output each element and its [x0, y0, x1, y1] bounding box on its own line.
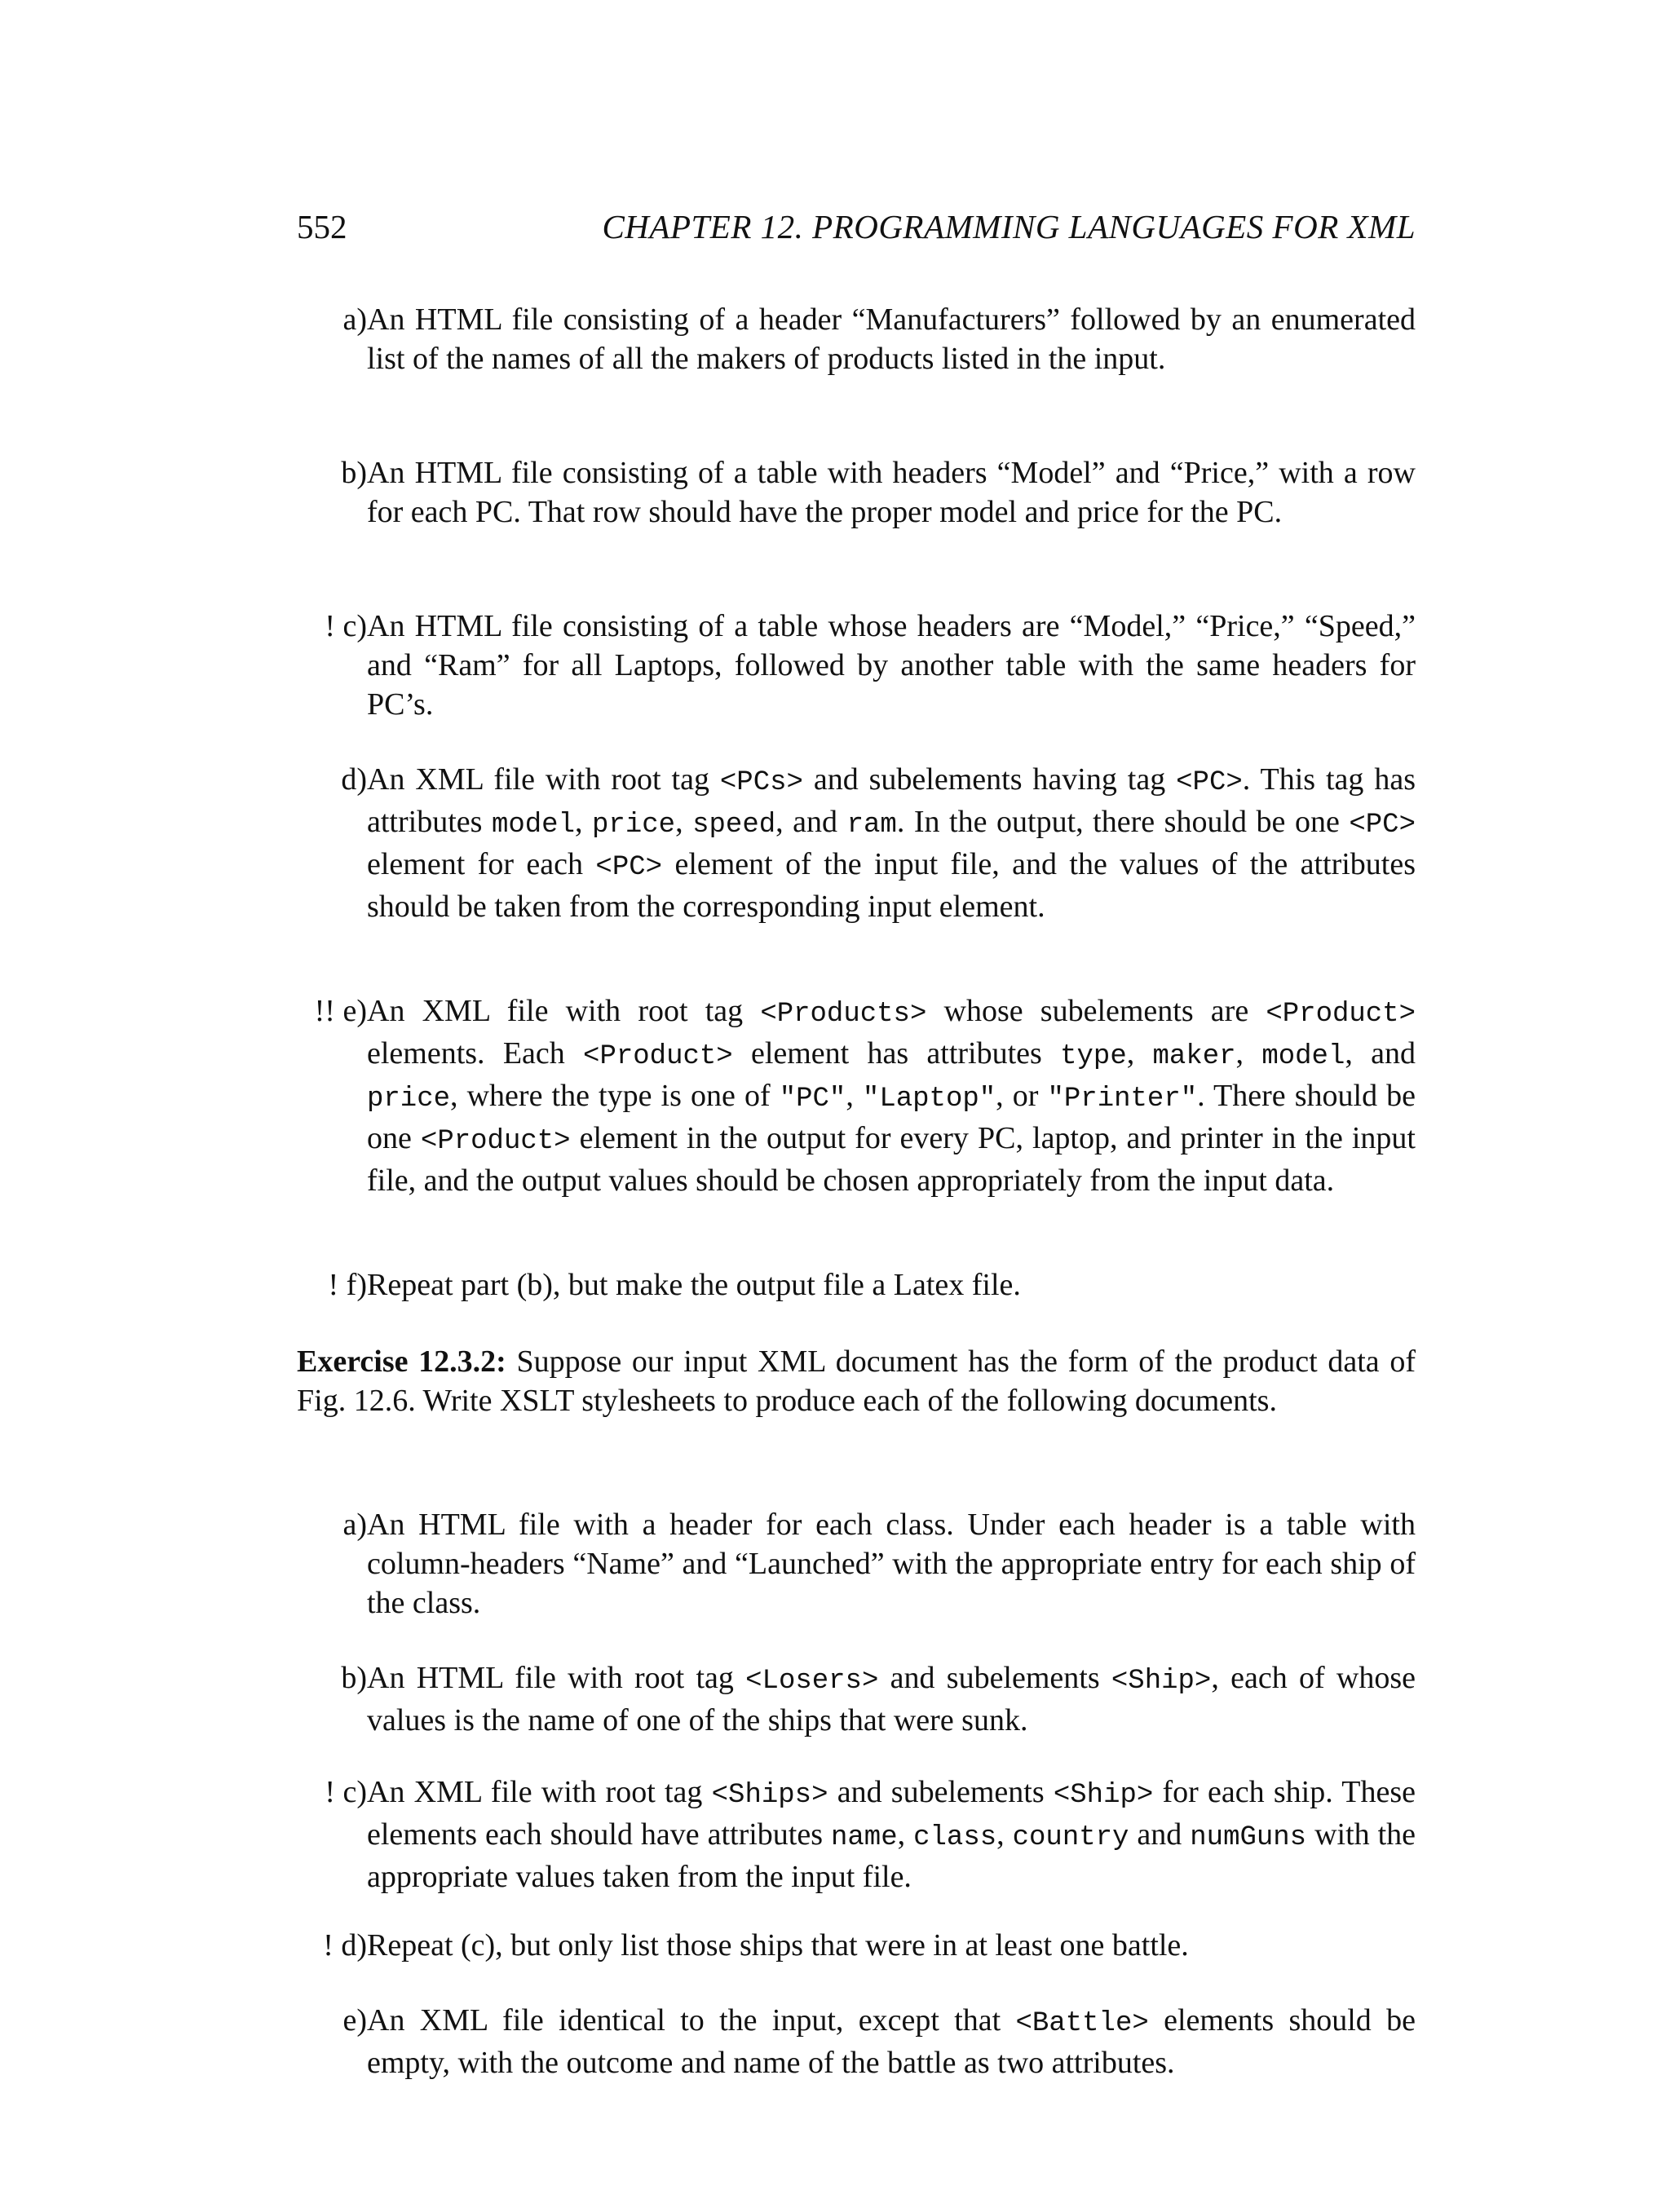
item-marker: ! d)	[323, 1928, 367, 1963]
item-text: An HTML file with a header for each class. Under each header is a table with column-headers “Name” and “Launched” with the appropriate entry for each ship of the class.	[367, 1508, 1416, 1620]
item-marker: a)	[342, 302, 367, 337]
item-marker: ! c)	[325, 609, 367, 643]
item-marker: ! c)	[325, 1775, 367, 1809]
list-item	[297, 300, 1416, 378]
item-text: An HTML file consisting of a header “Manufacturers” followed by an enumerated list of the names of all the makers of products listed in the input.	[367, 302, 1416, 376]
item-text: An HTML file consisting of a table with headers “Model” and “Price,” with a row for each PC. That row should have the proper model and price for the PC.	[367, 456, 1416, 529]
item-text: An HTML file consisting of a table whose headers are “Model,” “Price,” “Speed,” and “Ram” for all Laptops, followed by another table with the same headers for PC’s.	[367, 609, 1416, 722]
exercise-label: Exercise 12.3.2:	[297, 1344, 506, 1379]
item-text: An XML file with root tag <Ships> and subelements <Ship> for each ship. These elements each should have attributes name, class, country and numGuns with the appropriate values taken from the input file.	[367, 1775, 1416, 1894]
item-text: An XML file with root tag <Products> whose subelements are <Product> elements. Each <Product> element has attributes type, maker, model, and price, where the type is one of "PC", "Laptop", or "Printer". There should be one <Product> element in the output for every PC, laptop, and printer in the input file, and the output values should be chosen appropriately from the input data.	[367, 994, 1416, 1198]
item-marker: !! e)	[314, 994, 367, 1028]
list-item	[297, 1505, 1416, 1623]
page-number: 552	[297, 208, 347, 245]
item-marker: b)	[341, 456, 367, 490]
item-text: An HTML file with root tag <Losers> and subelements <Ship>, each of whose values is the name of one of the ships that were sunk.	[367, 1661, 1416, 1737]
item-text: An XML file identical to the input, except that <Battle> elements should be empty, with the outcome and name of the battle as two attributes.	[367, 2003, 1416, 2080]
list-item	[297, 760, 1416, 926]
list-item	[297, 1265, 1416, 1305]
running-title: CHAPTER 12. PROGRAMMING LANGUAGES FOR XML	[602, 208, 1416, 245]
item-marker: b)	[341, 1661, 367, 1695]
list-item	[297, 1658, 1416, 1740]
list-item	[297, 2001, 1416, 2082]
item-marker: e)	[342, 2003, 367, 2038]
list-item	[297, 991, 1416, 1200]
item-text: An XML file with root tag <PCs> and subelements having tag <PC>. This tag has attributes model, price, speed, and ram. In the output, there should be one <PC> element for each <PC> element of the input file, and the values of the attributes should be taken from the corresponding input element.	[367, 762, 1416, 924]
list-item	[297, 1773, 1416, 1896]
list-item	[297, 1926, 1416, 1965]
item-text: Repeat (c), but only list those ships that were in at least one battle.	[367, 1928, 1189, 1963]
item-marker: d)	[341, 762, 367, 797]
list-item	[297, 453, 1416, 532]
item-marker: a)	[342, 1508, 367, 1542]
page-header	[297, 202, 1416, 251]
item-text: Repeat part (b), but make the output file a Latex file.	[367, 1268, 1021, 1302]
exercise-12-3-2-intro	[297, 1342, 1416, 1420]
exercise-text: Suppose our input XML document has the form of the product data of Fig. 12.6. Write XSLT stylesheets to produce each of the following documents.	[297, 1344, 1416, 1418]
list-item	[297, 607, 1416, 724]
item-marker: ! f)	[328, 1268, 367, 1302]
